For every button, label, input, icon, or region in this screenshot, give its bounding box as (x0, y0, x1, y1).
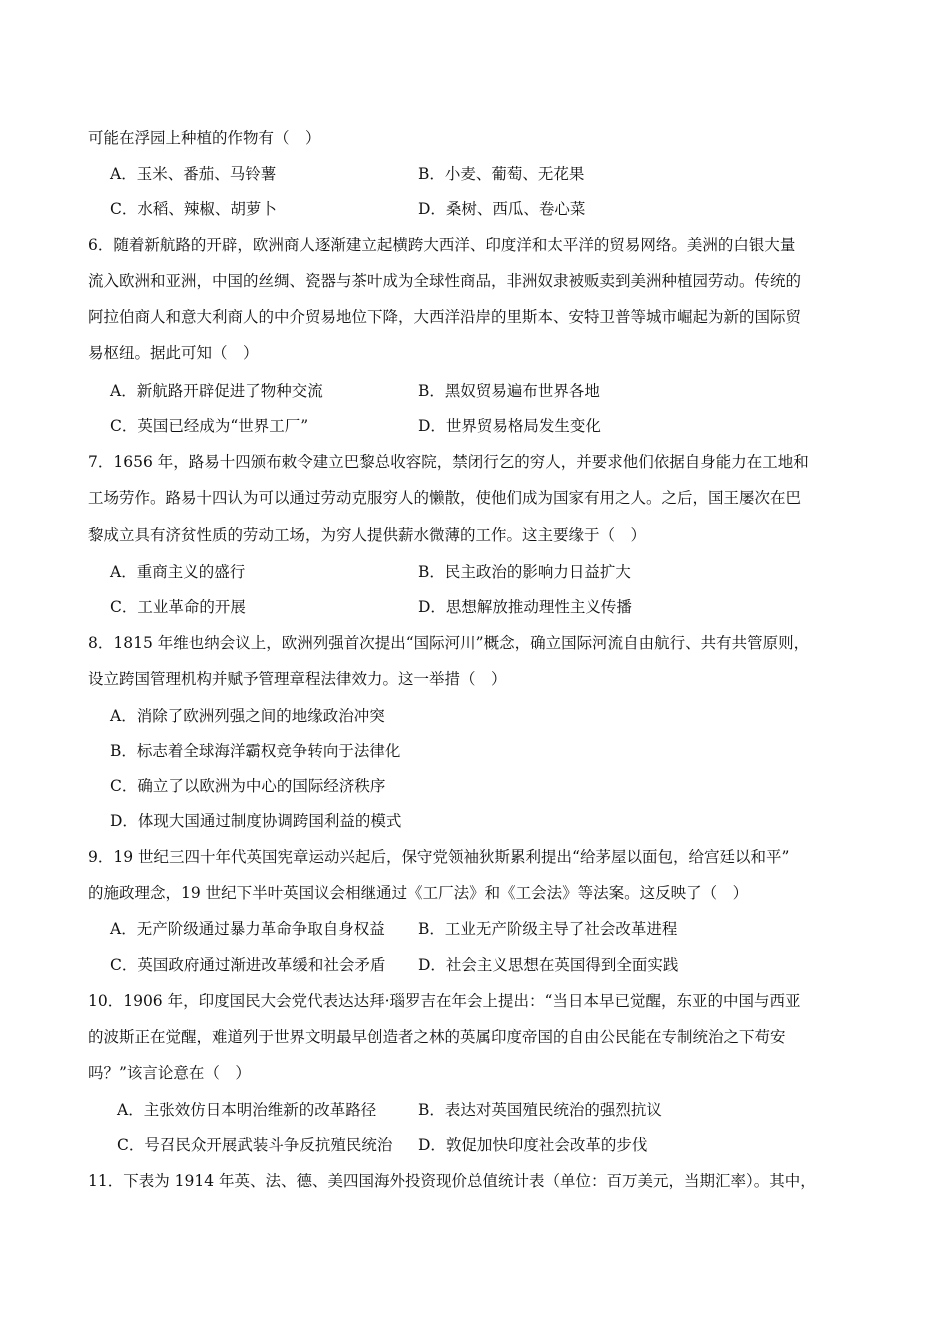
q5-option-b: B．小麦、葡萄、无花果 (418, 165, 585, 183)
q9-stem-line-1: 9．19 世纪三四十年代英国宪章运动兴起后，保守党领袖狄斯累利提出“给茅屋以面包，给宫廷以和平” (88, 848, 790, 866)
q6-stem-line-3: 阿拉伯商人和意大利商人的中介贸易地位下降，大西洋沿岸的里斯本、安特卫普等城市崛起为新的国际贸 (88, 308, 802, 326)
q6-option-d: D．世界贸易格局发生变化 (418, 417, 601, 435)
q7-option-d: D．思想解放推动理性主义传播 (418, 598, 632, 616)
q7-option-b: B．民主政治的影响力日益扩大 (418, 563, 631, 581)
q5-stem: 可能在浮园上种植的作物有（ ） (88, 129, 321, 147)
q10-stem-line-2: 的波斯正在觉醒，难道列于世界文明最早创造者之林的英属印度帝国的自由公民能在专制统治之下苟安 (88, 1028, 786, 1046)
q8-option-b: B．标志着全球海洋霸权竞争转向于法律化 (110, 742, 401, 760)
q9-stem-line-2: 的施政理念，19 世纪下半叶英国议会相继通过《工厂法》和《工会法》等法案。这反映了（ ） (88, 884, 749, 902)
q5-option-d: D．桑树、西瓜、卷心菜 (418, 200, 586, 218)
q7-stem-line-3: 黎成立具有济贫性质的劳动工场，为穷人提供薪水微薄的工作。这主要缘于（ ） (88, 526, 647, 544)
q7-stem-line-2: 工场劳作。路易十四认为可以通过劳动克服穷人的懒散，使他们成为国家有用之人。之后，国王屡次在巴 (88, 489, 802, 507)
q9-option-c: C．英国政府通过渐进改革缓和社会矛盾 (110, 956, 386, 974)
q5-option-a: A．玉米、番茄、马铃薯 (110, 165, 277, 183)
q6-option-a: A．新航路开辟促进了物种交流 (110, 382, 323, 400)
q8-stem-line-1: 8．1815 年维也纳会议上，欧洲列强首次提出“国际河川”概念，确立国际河流自由航行、共有共管原则， (88, 634, 810, 652)
q10-option-a: A．主张效仿日本明治维新的改革路径 (117, 1101, 377, 1119)
q6-stem-line-2: 流入欧洲和亚洲，中国的丝绸、瓷器与茶叶成为全球性商品，非洲奴隶被贩卖到美洲种植园劳动。传统的 (88, 272, 802, 290)
q7-stem-line-1: 7．1656 年，路易十四颁布敕令建立巴黎总收容院，禁闭行乞的穷人，并要求他们依据自身能力在工地和 (88, 453, 809, 471)
q10-option-c: C．号召民众开展武装斗争反抗殖民统治 (117, 1136, 393, 1154)
q6-stem-line-4: 易枢纽。据此可知（ ） (88, 344, 259, 362)
q9-option-b: B．工业无产阶级主导了社会改革进程 (418, 920, 678, 938)
q8-option-a: A．消除了欧洲列强之间的地缘政治冲突 (110, 707, 385, 725)
q6-stem-line-1: 6．随着新航路的开辟，欧洲商人逐渐建立起横跨大西洋、印度洋和太平洋的贸易网络。美洲的白银大量 (88, 236, 796, 254)
q8-option-c: C．确立了以欧洲为中心的国际经济秩序 (110, 777, 386, 795)
q7-option-a: A．重商主义的盛行 (110, 563, 246, 581)
q5-option-c: C．水稻、辣椒、胡萝卜 (110, 200, 277, 218)
q11-stem-line-1: 11．下表为 1914 年英、法、德、美四国海外投资现价总值统计表（单位：百万美元，当期汇率）。其中， (88, 1172, 816, 1190)
q9-option-a: A．无产阶级通过暴力革命争取自身权益 (110, 920, 385, 938)
q8-stem-line-2: 设立跨国管理机构并赋予管理章程法律效力。这一举措（ ） (88, 670, 507, 688)
q8-option-d: D．体现大国通过制度协调跨国利益的模式 (110, 812, 402, 830)
q10-stem-line-3: 吗？”该言论意在（ ） (88, 1064, 251, 1082)
q7-option-c: C．工业革命的开展 (110, 598, 246, 616)
q10-option-b: B．表达对英国殖民统治的强烈抗议 (418, 1101, 662, 1119)
q6-option-b: B．黑奴贸易遍布世界各地 (418, 382, 600, 400)
q10-stem-line-1: 10．1906 年，印度国民大会党代表达达拜·瑙罗吉在年会上提出：“当日本早已觉醒，东亚的中国与西亚 (88, 992, 801, 1010)
q6-option-c: C．英国已经成为“世界工厂” (110, 417, 309, 435)
q9-option-d: D．社会主义思想在英国得到全面实践 (418, 956, 679, 974)
q10-option-d: D．敦促加快印度社会改革的步伐 (418, 1136, 648, 1154)
